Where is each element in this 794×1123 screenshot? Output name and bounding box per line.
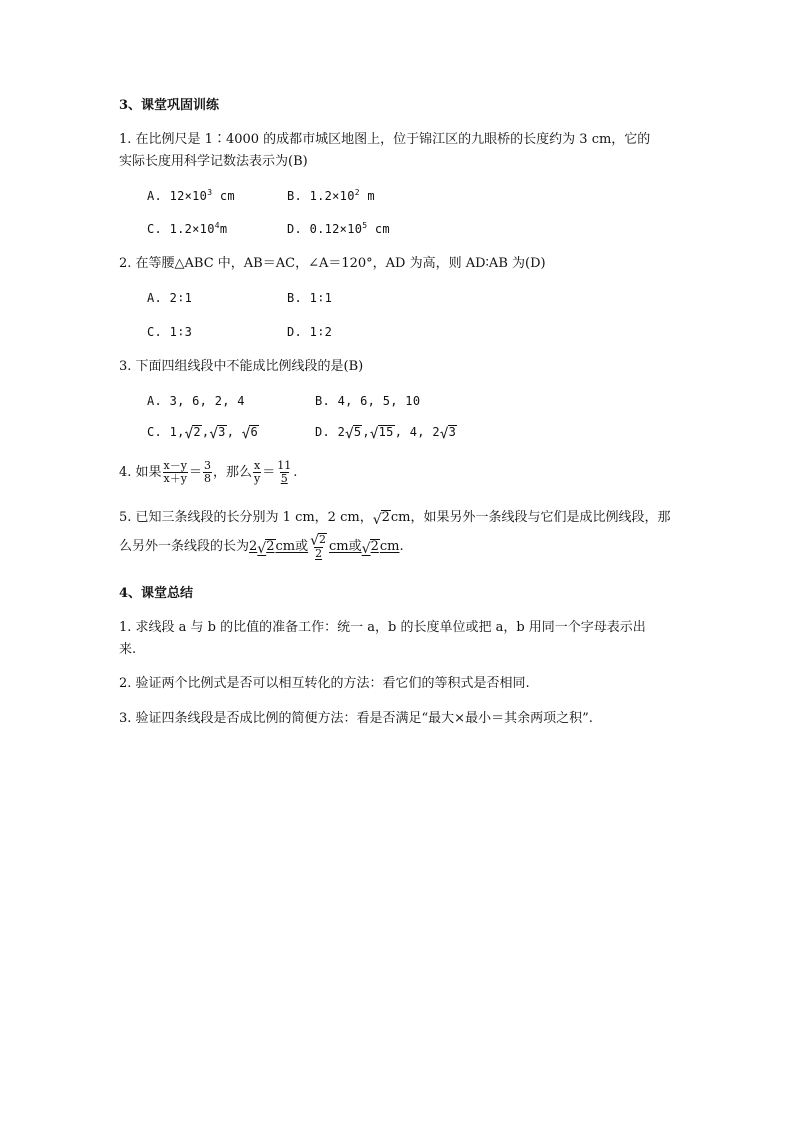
section-heading-practice: 3、课堂巩固训练: [119, 98, 220, 113]
summary-item-2: 2. 验证两个比例式是否可以相互转化的方法：看它们的等积式是否相同.: [119, 676, 530, 691]
summary-item-3: 3. 验证四条线段是否成比例的简便方法：看是否满足“最大×最小＝其余两项之积”.: [119, 711, 593, 726]
question-3-option-d: D. 2 √ 5 , √ 15 , 4, 2 √ 3: [315, 425, 457, 442]
question-1-option-b: B. $1.2\times 10^2$ m: [287, 188, 375, 203]
sqrt-symbol: √ 2: [361, 538, 379, 557]
sqrt-symbol: √ 2: [257, 538, 275, 557]
sqrt-symbol: √ 2: [372, 510, 390, 528]
question-2-option-d: D. 1∶2: [287, 325, 333, 339]
question-1-option-c: C. $1.2\times 10^4m$: [147, 221, 228, 236]
answer-fraction: $\frac{11}{5}$: [277, 459, 292, 486]
summary-item-1-line-1: 1. 求线段 a 与 b 的比值的准备工作：统一 a，b 的长度单位或把 a，b 用同一个字母表示出: [119, 620, 646, 635]
question-4: 4. 如果 $\frac{x-y}{x+y}$ ＝ $\frac{3}{8}$ ，那么 $\frac{x}{y}$ ＝ $\frac{11}{5}$ .: [119, 459, 298, 486]
sqrt-symbol: √ 3: [439, 425, 457, 442]
question-5-line-1: 5. 已知三条线段的长分别为 1 cm，2 cm， √ 2 cm，如果另外一条线段与它们是成比例线段，那: [119, 510, 671, 528]
sqrt-symbol: √ 2: [310, 533, 327, 549]
question-1-line-1: 1. 在比例尺是 1∶4000 的成都市城区地图上，位于锦江区的九眼桥的长度约为 3 cm，它的: [119, 132, 651, 147]
question-1-line-2: 实际长度用科学记数法表示为(B): [119, 154, 308, 169]
fraction: $\frac{x}{y}$: [254, 459, 261, 486]
sqrt-symbol: √ 5: [345, 425, 362, 442]
sqrt-symbol: √ 6: [241, 425, 259, 442]
fraction: $\frac{x-y}{x+y}$: [163, 459, 187, 486]
sqrt-symbol: √ 2: [184, 425, 201, 442]
question-2-option-c: C. 1∶3: [147, 325, 193, 339]
question-2-option-b: B. 1∶1: [287, 291, 333, 305]
sqrt-symbol: √ 3: [209, 425, 226, 442]
fraction: $\frac{3}{8}$: [203, 459, 211, 486]
sqrt-symbol: √ 15: [369, 425, 394, 442]
question-3-line-1: 3. 下面四组线段中不能成比例线段的是(B): [119, 359, 364, 374]
question-3-option-b: B. 4, 6, 5, 10: [315, 394, 421, 408]
question-2-option-a: A. 2∶1: [147, 291, 193, 305]
question-5-line-2: 么另外一条线段的长为 2 √ 2 cm或 √ 2 2 cm或 √ 2 cm .: [119, 533, 404, 561]
question-3-option-a: A. 3, 6, 2, 4: [147, 394, 245, 408]
question-1-option-a: A. $12\times 10^3$ cm: [147, 188, 235, 203]
fraction: √ 2 2: [310, 533, 327, 561]
section-heading-summary: 4、课堂总结: [119, 586, 194, 601]
answer-blank: 2 √ 2 cm或 √ 2 2 cm或 √ 2 cm: [249, 533, 400, 561]
summary-item-1-line-2: 来.: [119, 642, 137, 657]
question-3-option-c: C. 1, √ 2 , √ 3 , √ 6: [147, 425, 259, 442]
question-2-line-1: 2. 在等腰△ABC 中，AB＝AC，∠A＝120°，AD 为高，则 AD∶AB 为(D): [119, 256, 546, 271]
question-1-option-d: D. $0.12\times 10^5$ cm: [287, 221, 390, 236]
